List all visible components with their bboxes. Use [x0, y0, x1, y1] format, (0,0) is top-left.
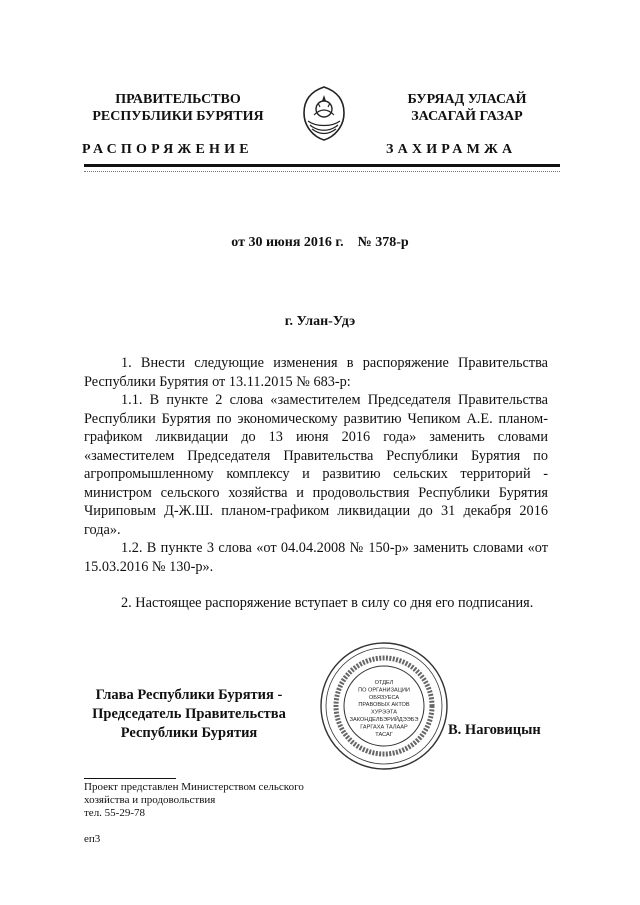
- paragraph-1: 1. Внести следующие изменения в распоряжение Правительства Республики Бурятия от 13.11.2015 № 683-р:: [84, 355, 548, 390]
- coat-of-arms-emblem-icon: [300, 85, 348, 141]
- footer-line-2: хозяйства и продовольствия: [84, 794, 216, 806]
- signatory-position: [78, 686, 300, 743]
- seal-text-line: ЗАКОНДЕЛБЭРИЙДЭЭБЭ: [349, 717, 419, 723]
- seal-text-line: ХУРЭЭТА: [370, 709, 398, 716]
- issuer-buryat-line-1: БУРЯАД УЛАСАЙ: [407, 92, 527, 107]
- header-dotted-divider: [84, 171, 560, 172]
- position-line-1: Глава Республики Бурятия -: [95, 687, 283, 703]
- document-code: еп3: [84, 833, 101, 845]
- issuer-line-2: РЕСПУБЛИКИ БУРЯТИЯ: [92, 109, 264, 124]
- seal-text-line: ОТДЕЛ: [374, 680, 394, 686]
- footer-note: [84, 781, 384, 820]
- footer-divider: [84, 778, 176, 779]
- issuer-buryat-line-2: ЗАСАГАЙ ГАЗАР: [411, 109, 523, 124]
- official-stamp-seal-icon: [318, 640, 450, 772]
- seal-text-line: ТАСАГ: [375, 731, 393, 738]
- seal-text-line: ПО ОРГАНИЗАЦИИ: [358, 687, 410, 694]
- footer-line-1: Проект представлен Министерством сельского: [84, 781, 304, 793]
- header-divider: [84, 164, 560, 167]
- issuer-name-buryat: [372, 91, 562, 125]
- document-city: г. Улан-Удэ: [284, 314, 356, 329]
- issuer-name-russian: [78, 91, 278, 125]
- document-type-buryat: ЗАХИРАМЖА: [386, 142, 517, 157]
- signatory-name: В. Наговицын: [448, 722, 541, 738]
- document-date-number: от 30 июня 2016 г. № 378-р: [231, 235, 409, 250]
- paragraph-1-2: 1.2. В пункте 3 слова «от 04.04.2008 № 150-р» заменить словами «от 15.03.2016 № 130-р».: [84, 540, 548, 575]
- footer-line-3: тел. 55-29-78: [84, 807, 146, 819]
- position-line-2: Председатель Правительства: [92, 706, 286, 722]
- document-type-russian: РАСПОРЯЖЕНИЕ: [82, 142, 253, 157]
- issuer-line-1: ПРАВИТЕЛЬСТВО: [115, 92, 241, 107]
- position-line-3: Республики Бурятия: [120, 725, 258, 741]
- paragraph-1-1: 1.1. В пункте 2 слова «заместителем Председателя Правительства Республики Бурятия по экономическому развитию Чепиком А.Е. планом-графиком ликвидации до 13 июня 2016 года» заменить словами «заместителем Председателя Правительства Республики Бурятия по агропромышленному комплексу и развитию сельских территорий - министром сельского хозяйства и продовольствия Республики Бурятия Чириповым Д-Ж.Ш. планом-графиком ликвидации до 31 декабря 2016 года».: [84, 392, 548, 538]
- seal-text-line: ПРАВОВЫХ АКТОВ: [358, 702, 410, 709]
- paragraph-2: 2. Настоящее распоряжение вступает в силу со дня его подписания.: [121, 595, 534, 611]
- seal-text-line: ОБЯЗУЕСА: [368, 694, 400, 701]
- document-body: [84, 354, 548, 613]
- seal-text-line: ГАРГАХА ТАЛААР: [360, 724, 408, 731]
